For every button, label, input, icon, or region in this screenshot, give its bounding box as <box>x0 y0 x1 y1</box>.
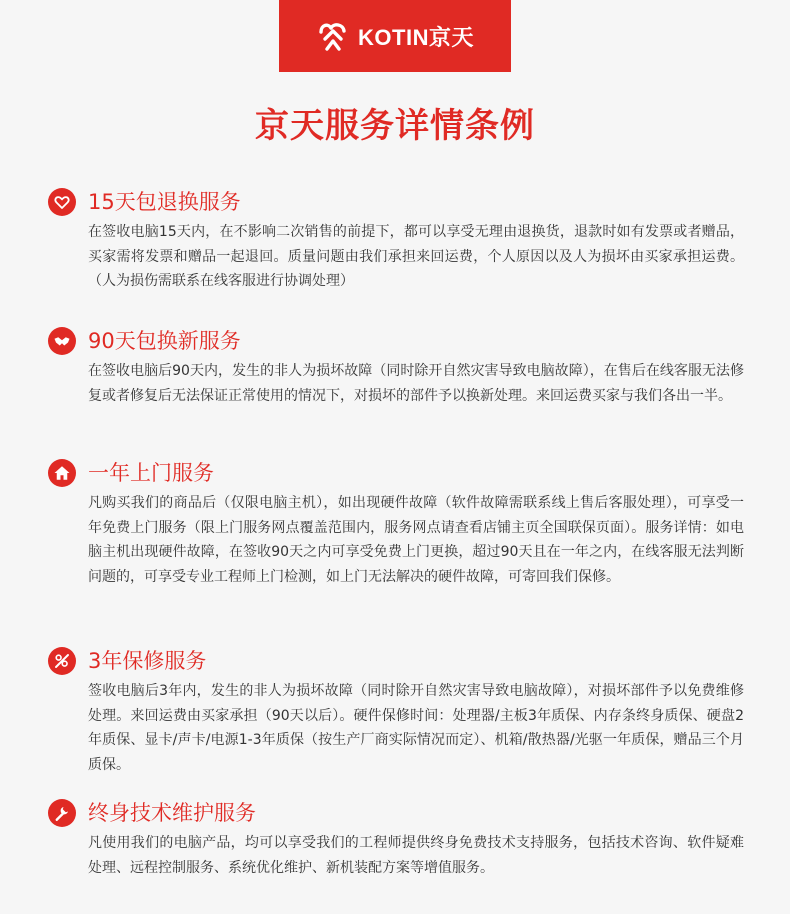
section-body: 签收电脑后3年内，发生的非人为损坏故障（同时除开自然灾害导致电脑故障），对损坏部件予以免费维修处理。来回运费由买家承担（90天以后）。硬件保修时间：处理器/主板3年质保、内存条终身质保、硬盘2年质保、显卡/声卡/电源1-3年质保（按生产厂商实际情况而定）、机箱/散热器/光驱一年质保，赠品三个月质保。 <box>88 683 744 773</box>
section-lifetime-support <box>48 797 748 880</box>
brand-logo-text: KOTIN京天 <box>358 24 474 50</box>
tools-icon <box>48 647 76 675</box>
heart-icon <box>48 188 76 216</box>
section-15-day-return <box>48 186 748 294</box>
section-body: 在签收电脑15天内，在不影响二次销售的前提下，都可以享受无理由退换货，退款时如有发票或者赠品，买家需将发票和赠品一起退回。质量问题由我们承担来回运费，个人原因以及人为损坏由买家承担运费。（人为损伤需联系在线客服进行协调处理） <box>88 224 744 289</box>
wrench-icon <box>48 799 76 827</box>
section-body: 凡购买我们的商品后（仅限电脑主机），如出现硬件故障（软件故障需联系线上售后客服处理），可享受一年免费上门服务（限上门服务网点覆盖范围内，服务网点请查看店铺主页全国联保页面）。服务详情：如电脑主机出现硬件故障，在签收90天之内可享受免费上门更换，超过90天且在一年之内，在线客服无法判断问题的，可享受专业工程师上门检测，如上门无法解决的硬件故障，可寄回我们保修。 <box>88 495 744 585</box>
section-one-year-onsite <box>48 457 748 589</box>
home-icon <box>48 459 76 487</box>
section-title: 一年上门服务 <box>88 461 214 485</box>
section-90-day-exchange <box>48 325 748 408</box>
section-3-year-warranty <box>48 645 748 777</box>
kotin-logo-icon <box>316 19 350 53</box>
page-title: 京天服务详情条例 <box>255 106 535 146</box>
handshake-icon <box>48 327 76 355</box>
section-title: 3年保修服务 <box>88 649 207 673</box>
section-title: 90天包换新服务 <box>88 329 241 353</box>
section-title: 15天包退换服务 <box>88 190 241 214</box>
section-body: 在签收电脑后90天内，发生的非人为损坏故障（同时除开自然灾害导致电脑故障），在售后在线客服无法修复或者修复后无法保证正常使用的情况下，对损坏的部件予以换新处理。来回运费买家与我们各出一半。 <box>88 363 744 404</box>
section-title: 终身技术维护服务 <box>88 801 256 825</box>
brand-logo <box>279 0 511 72</box>
section-body: 凡使用我们的电脑产品，均可以享受我们的工程师提供终身免费技术支持服务，包括技术咨询、软件疑难处理、远程控制服务、系统优化维护、新机装配方案等增值服务。 <box>88 835 744 876</box>
